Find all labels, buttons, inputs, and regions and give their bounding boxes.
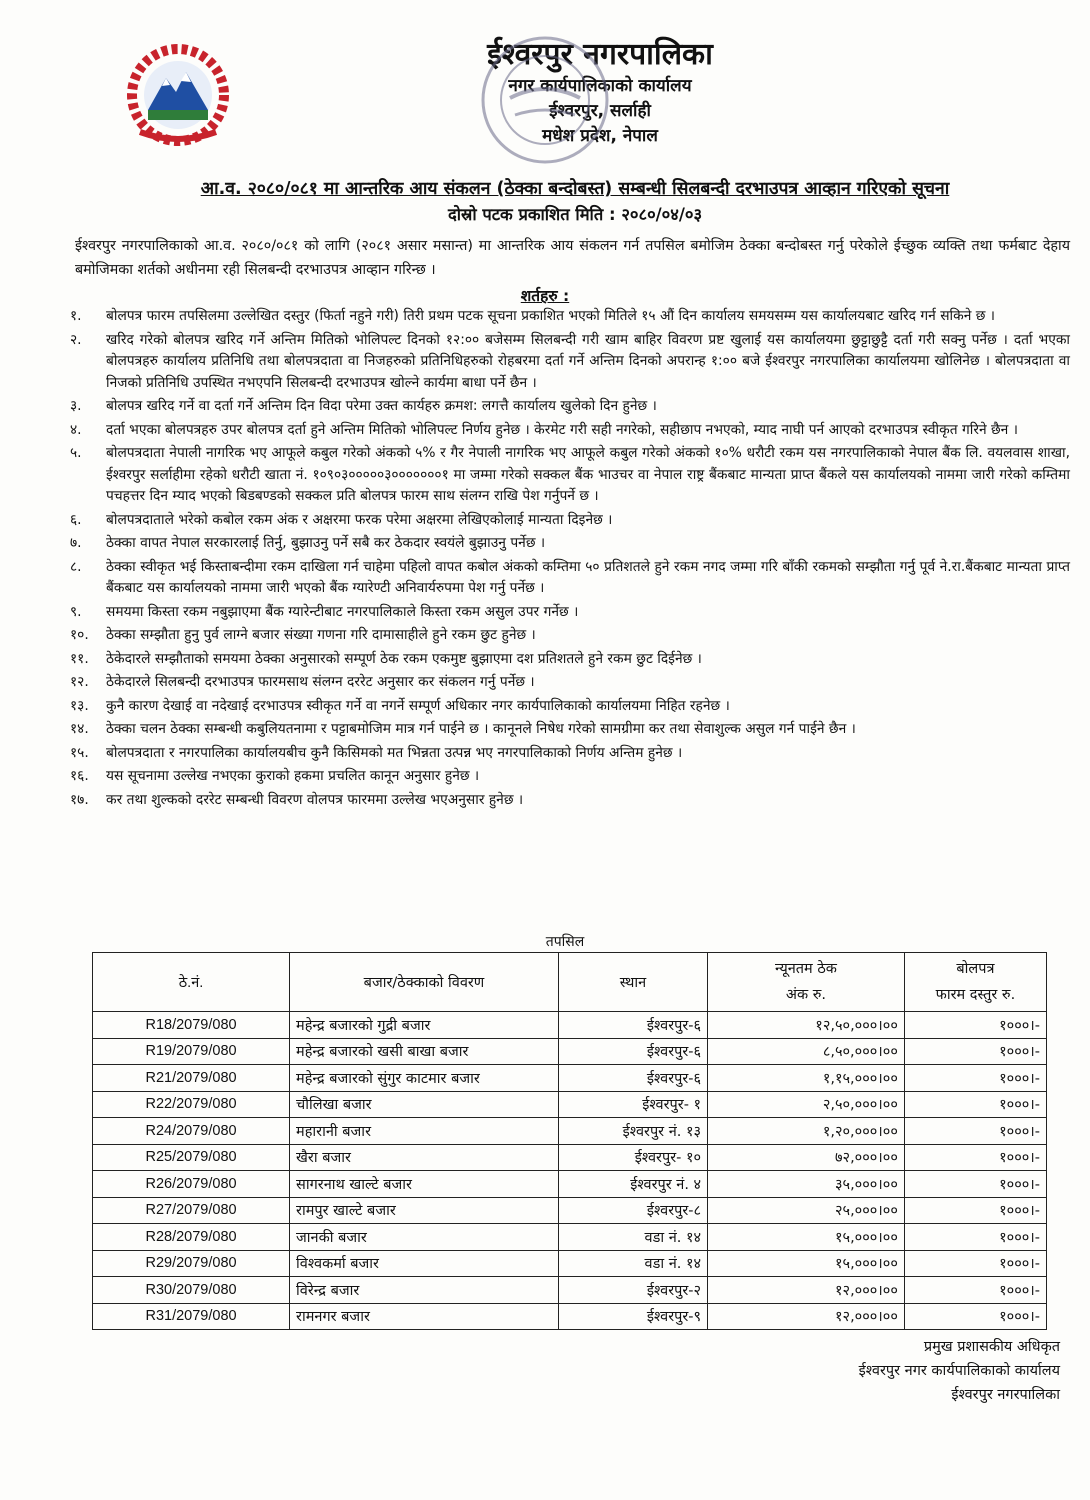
cell-place: ईश्वरपुर नं. ४ — [558, 1171, 707, 1198]
table-row — [93, 1250, 1047, 1277]
cell-description: महेन्द्र बजारको खसी बाखा बजार — [290, 1038, 559, 1065]
cell-code: R24/2079/080 — [93, 1118, 290, 1145]
table-row — [93, 1277, 1047, 1304]
condition-number: ८. — [70, 558, 82, 575]
cell-amount: ८,५०,०००।०० — [708, 1038, 905, 1065]
cell-description: महारानी बजार — [290, 1118, 559, 1145]
cell-place: ईश्वरपुर-६ — [558, 1038, 707, 1065]
table-row — [93, 1065, 1047, 1092]
cell-amount: २,५०,०००।०० — [708, 1091, 905, 1118]
conditions-heading: शर्तहरु : — [520, 287, 570, 305]
condition-text: खरिद गरेको बोलपत्र खरिद गर्ने अन्तिम मितिको भोलिपल्ट दिनको १२:०० बजेसम्म सिलबन्दी गरी खाम बाहिर विवरण प्रष्ट खुलाई यस कार्यालयमा छुट्टाछुट्टै दर्ता गरी सक्नु पर्नेछ । दर्ता भएका बोलपत्रहरु कार्यालय प्रतिनिधि तथा बोलपत्रदाता वा निजहरुको प्रतिनिधिहरुको रोहबरमा दर्ता गर्ने अन्तिम दिनको अपरान्ह १:०० बजे ईश्वरपुर नगरपालिका कार्यालयमा खोलिनेछ । बोलपत्रदाता वा निजको प्रतिनिधि उपस्थित नभएपनि सिलबन्दी दरभाउपत्र खोल्ने कार्यमा बाधा पर्ने छैन । — [106, 331, 1070, 391]
cell-code: R21/2079/080 — [93, 1065, 290, 1092]
cell-code: R22/2079/080 — [93, 1091, 290, 1118]
signature-block — [760, 1335, 1060, 1407]
condition-item — [70, 510, 1070, 532]
condition-number: ११. — [70, 650, 89, 667]
condition-number: १४. — [70, 721, 89, 737]
cell-description: चौलिखा बजार — [290, 1091, 559, 1118]
cell-place: ईश्वरपुर-६ — [558, 1012, 707, 1039]
cell-amount: १,१५,०००।०० — [708, 1065, 905, 1092]
cell-place: वडा नं. १४ — [558, 1250, 707, 1277]
cell-fee: १०००।- — [904, 1091, 1046, 1118]
table-row — [93, 1171, 1047, 1198]
condition-text: यस सूचनामा उल्लेख नभएका कुराको हकमा प्रचलित कानून अनुसार हुनेछ । — [106, 768, 480, 784]
cell-fee: १०००।- — [904, 1118, 1046, 1145]
table-caption: तपसिल — [545, 934, 585, 950]
cell-fee: १०००।- — [904, 1303, 1046, 1330]
condition-item — [70, 790, 1070, 812]
office-name: ईश्वरपुर नगरपालिका — [487, 37, 713, 72]
cell-fee: १०००।- — [904, 1224, 1046, 1251]
table-row — [93, 1012, 1047, 1039]
condition-text: ठेकेदारले सम्झौताको समयमा ठेक्का अनुसारको सम्पूर्ण ठेक रकम एकमुष्ट बुझाएमा दश प्रतिशतले हुने रकम छुट दिईनेछ । — [106, 650, 702, 667]
cell-code: R30/2079/080 — [93, 1277, 290, 1304]
government-emblem-icon — [118, 40, 238, 150]
signature-title: प्रमुख प्रशासकीय अधिकृत — [923, 1339, 1060, 1355]
condition-item — [70, 766, 1070, 788]
condition-text: ठेक्का वापत नेपाल सरकारलाई तिर्नु, बुझाउनु पर्ने सबै कर ठेकदार स्वयंले बुझाउनु पर्नेछ । — [106, 535, 546, 551]
header-min-amount-line2: अंक रु. — [785, 987, 827, 1003]
cell-place: ईश्वरपुर-९ — [558, 1303, 707, 1330]
cell-code: R25/2079/080 — [93, 1144, 290, 1171]
condition-number: २. — [70, 331, 82, 348]
cell-code: R27/2079/080 — [93, 1197, 290, 1224]
condition-text: दर्ता भएका बोलपत्रहरु उपर बोलपत्र दर्ता हुने अन्तिम मितिको भोलिपल्ट निर्णय हुनेछ । केरमेट गरी सही नगरेको, सहीछाप नभएको, म्याद नाघी पर्न आएको दरभाउपत्र स्वीकृत गरिने छैन । — [106, 421, 1018, 438]
table-row — [93, 1118, 1047, 1145]
cell-description: खैरा बजार — [290, 1144, 559, 1171]
condition-number: १०. — [70, 627, 89, 643]
notice-intro: ईश्वरपुर नगरपालिकाको आ.व. २०८०/०८१ को लागि (२०८१ असार मसान्त) मा आन्तरिक आय संकलन गर्न तपसिल बमोजिम ठेक्का बन्दोबस्त गर्नु परेकोले ईच्छुक व्यक्ति तथा फर्मबाट देहाय बमोजिमका शर्तको अधीनमा रही सिलबन्दी दरभाउपत्र आव्हान गरिन्छ । — [75, 238, 1070, 278]
condition-item — [70, 649, 1070, 671]
conditions-list — [70, 306, 1070, 813]
cell-fee: १०००।- — [904, 1277, 1046, 1304]
condition-text: बोलपत्र फारम तपसिलमा उल्लेखित दस्तुर (फिर्ता नहुने गरी) तिरी प्रथम पटक सूचना प्रकाशित भएको मितिले १५ औं दिन कार्यालय समयसम्म यस कार्यालयबाट खरिद गर्न सकिने छ । — [106, 308, 996, 324]
cell-description: रामनगर बजार — [290, 1303, 559, 1330]
condition-text: कुनै कारण देखाई वा नदेखाई दरभाउपत्र स्वीकृत गर्ने वा नगर्ने सम्पूर्ण अधिकार नगर कार्यपालिकाको कार्यालयमा निहित रहनेछ । — [106, 697, 730, 714]
cell-code: R31/2079/080 — [93, 1303, 290, 1330]
cell-code: R19/2079/080 — [93, 1038, 290, 1065]
cell-description: महेन्द्र बजारको सुंगुर काटमार बजार — [290, 1065, 559, 1092]
cell-fee: १०००।- — [904, 1144, 1046, 1171]
cell-fee: १०००।- — [904, 1065, 1046, 1092]
cell-description: विश्वकर्मा बजार — [290, 1250, 559, 1277]
condition-text: कर तथा शुल्कको दररेट सम्बन्धी विवरण वोलपत्र फारममा उल्लेख भएअनुसार हुनेछ । — [106, 791, 524, 808]
cell-place: ईश्वरपुर-६ — [558, 1065, 707, 1092]
signature-municipality: ईश्वरपुर नगरपालिका — [951, 1387, 1060, 1403]
office-subtitle: नगर कार्यपालिकाको कार्यालय — [508, 76, 692, 96]
condition-item — [70, 696, 1070, 718]
condition-text: बोलपत्रदाताले भरेको कबोल रकम अंक र अक्षरमा फरक परेमा अक्षरमा लेखिएकोलाई मान्यता दिइनेछ । — [106, 511, 613, 528]
table-header-row — [93, 953, 1047, 1012]
office-location-line2: मधेश प्रदेश, नेपाल — [542, 126, 658, 146]
cell-place: वडा नं. १४ — [558, 1224, 707, 1251]
condition-number: १६. — [70, 768, 89, 784]
condition-item — [70, 396, 1070, 418]
cell-description: रामपुर खाल्टे बजार — [290, 1197, 559, 1224]
condition-text: समयमा किस्ता रकम नबुझाएमा बैंक ग्यारेन्टीबाट नगरपालिकाले किस्ता रकम असुल उपर गर्नेछ । — [106, 603, 579, 620]
condition-number: ३. — [70, 398, 82, 414]
condition-item — [70, 443, 1070, 508]
cell-fee: १०००।- — [904, 1012, 1046, 1039]
publication-date: दोस्रो पटक प्रकाशित मिति : २०८०/०४/०३ — [447, 205, 703, 224]
cell-amount: ३५,०००।०० — [708, 1171, 905, 1198]
cell-amount: १२,५०,०००।०० — [708, 1012, 905, 1039]
condition-item — [70, 420, 1070, 442]
condition-number: १. — [70, 308, 82, 324]
condition-text: ठेकेदारले सिलबन्दी दरभाउपत्र फारमसाथ संलग्न दररेट अनुसार कर संकलन गर्नु पर्नेछ । — [106, 674, 535, 690]
cell-code: R26/2079/080 — [93, 1171, 290, 1198]
condition-number: ५. — [70, 445, 82, 461]
cell-amount: १२,०००।०० — [708, 1277, 905, 1304]
office-location-line1: ईश्वरपुर, सर्लाही — [549, 101, 651, 121]
table-row — [93, 1038, 1047, 1065]
condition-item — [70, 602, 1070, 624]
condition-item — [70, 557, 1070, 600]
condition-text: ठेक्का सम्झौता हुनु पुर्व लाग्ने बजार संख्या गणना गरि दामासाहीले हुने रकम छुट हुनेछ । — [106, 627, 536, 643]
condition-item — [70, 533, 1070, 555]
condition-item — [70, 672, 1070, 694]
header-min-amount — [708, 953, 905, 1012]
cell-code: R29/2079/080 — [93, 1250, 290, 1277]
table-row — [93, 1303, 1047, 1330]
condition-number: ४. — [70, 421, 82, 438]
condition-number: १३. — [70, 697, 89, 714]
condition-number: १५. — [70, 744, 89, 761]
condition-number: ६. — [70, 511, 82, 528]
cell-fee: १०००।- — [904, 1197, 1046, 1224]
table-row — [93, 1224, 1047, 1251]
condition-text: ठेक्का चलन ठेक्का सम्बन्धी कबुलियतनामा र पट्टाबमोजिम मात्र गर्न पाईने छ । कानूनले निषेध गरेको सामग्रीमा कर तथा सेवाशुल्क असुल गर्न पाईने छैन । — [106, 721, 856, 737]
condition-item — [70, 330, 1070, 395]
condition-number: ७. — [70, 535, 82, 551]
condition-number: १२. — [70, 674, 89, 690]
cell-place: ईश्वरपुर-२ — [558, 1277, 707, 1304]
condition-item — [70, 719, 1070, 741]
table-row — [93, 1091, 1047, 1118]
header-place: स्थान — [558, 953, 707, 1012]
cell-place: ईश्वरपुर नं. १३ — [558, 1118, 707, 1145]
cell-code: R28/2079/080 — [93, 1224, 290, 1251]
condition-text: बोलपत्र खरिद गर्ने वा दर्ता गर्ने अन्तिम दिन विदा परेमा उक्त कार्यहरु क्रमश: लगत्तै कार्यालय खुलेको दिन हुनेछ । — [106, 398, 657, 414]
condition-text: बोलपत्रदाता र नगरपालिका कार्यालयबीच कुनै किसिमको मत भिन्नता उत्पन्न भए नगरपालिकाको निर्णय अन्तिम हुनेछ । — [106, 744, 683, 761]
cell-amount: १५,०००।०० — [708, 1224, 905, 1251]
condition-item — [70, 743, 1070, 765]
cell-fee: १०००।- — [904, 1038, 1046, 1065]
office-seal-stamp-icon — [470, 20, 620, 180]
cell-amount: १२,०००।०० — [708, 1303, 905, 1330]
contract-table — [92, 952, 1047, 1330]
cell-description: सागरनाथ खाल्टे बजार — [290, 1171, 559, 1198]
table-row — [93, 1197, 1047, 1224]
cell-description: विरेन्द्र बजार — [290, 1277, 559, 1304]
cell-amount: १,२०,०००।०० — [708, 1118, 905, 1145]
cell-amount: १५,०००।०० — [708, 1250, 905, 1277]
header-description: बजार/ठेक्काको विवरण — [290, 953, 559, 1012]
cell-place: ईश्वरपुर- १ — [558, 1091, 707, 1118]
cell-fee: १०००।- — [904, 1250, 1046, 1277]
cell-place: ईश्वरपुर-८ — [558, 1197, 707, 1224]
condition-number: १७. — [70, 791, 89, 808]
condition-text: बोलपत्रदाता नेपाली नागरिक भए आफूले कबुल गरेको अंकको ५% र गैर नेपाली नागरिक भए आफूले कबुल गरेको अंकको १०% धरौटी रकम यस नगरपालिकाको नेपाल बैंक लि. वयलवास शाखा, ईश्वरपुर सर्लाहीमा रहेको धरौटी खाता नं. १०९०३०००००३०००००००१ मा जम्मा गरेको सक्कल बैंक भाउचर वा नेपाल राष्ट्र बैंकबाट मान्यता प्राप्त बैंकले यस कार्यालयको नाममा जारी गरेको कम्तिमा पचहत्तर दिन म्याद भएको बिडबण्डको सक्कल प्रति बोलपत्र फारम साथ संलग्न राखि पेश गर्नुपर्ने छ । — [106, 445, 1070, 504]
cell-fee: १०००।- — [904, 1171, 1046, 1198]
header-code: ठे.नं. — [93, 953, 290, 1012]
cell-description: महेन्द्र बजारको गुद्री बजार — [290, 1012, 559, 1039]
condition-item — [70, 625, 1070, 647]
header-form-fee-line1: बोलपत्र — [956, 961, 995, 977]
cell-amount: २५,०००।०० — [708, 1197, 905, 1224]
condition-number: ९. — [70, 603, 82, 620]
condition-item — [70, 306, 1070, 328]
cell-place: ईश्वरपुर- १० — [558, 1144, 707, 1171]
cell-amount: ७२,०००।०० — [708, 1144, 905, 1171]
header-form-fee-line2: फारम दस्तुर रु. — [935, 987, 1016, 1003]
signature-office: ईश्वरपुर नगर कार्यपालिकाको कार्यालय — [858, 1363, 1060, 1379]
cell-description: जानकी बजार — [290, 1224, 559, 1251]
notice-title: आ.व. २०८०/०८१ मा आन्तरिक आय संकलन (ठेक्का बन्दोबस्त) सम्बन्धी सिलबन्दी दरभाउपत्र आव्हान गरिएको सूचना — [200, 179, 950, 199]
header-min-amount-line1: न्यूनतम ठेक — [775, 961, 837, 977]
cell-code: R18/2079/080 — [93, 1012, 290, 1039]
header-form-fee — [904, 953, 1046, 1012]
table-row — [93, 1144, 1047, 1171]
condition-text: ठेक्का स्वीकृत भई किस्ताबन्दीमा रकम दाखिला गर्न चाहेमा पहिलो वापत कबोल अंकको कम्तिमा ५० प्रतिशतले हुने रकम नगद जम्मा गरि बाँकी रकमको सम्झौता गर्नु पूर्व ने.रा.बैंकबाट मान्यता प्राप्त बैंकबाट यस कार्यालयको नाममा जारी भएको बैंक ग्यारेण्टी अनिवार्यरुपमा पेश गर्नु पर्नेछ । — [106, 558, 1070, 596]
